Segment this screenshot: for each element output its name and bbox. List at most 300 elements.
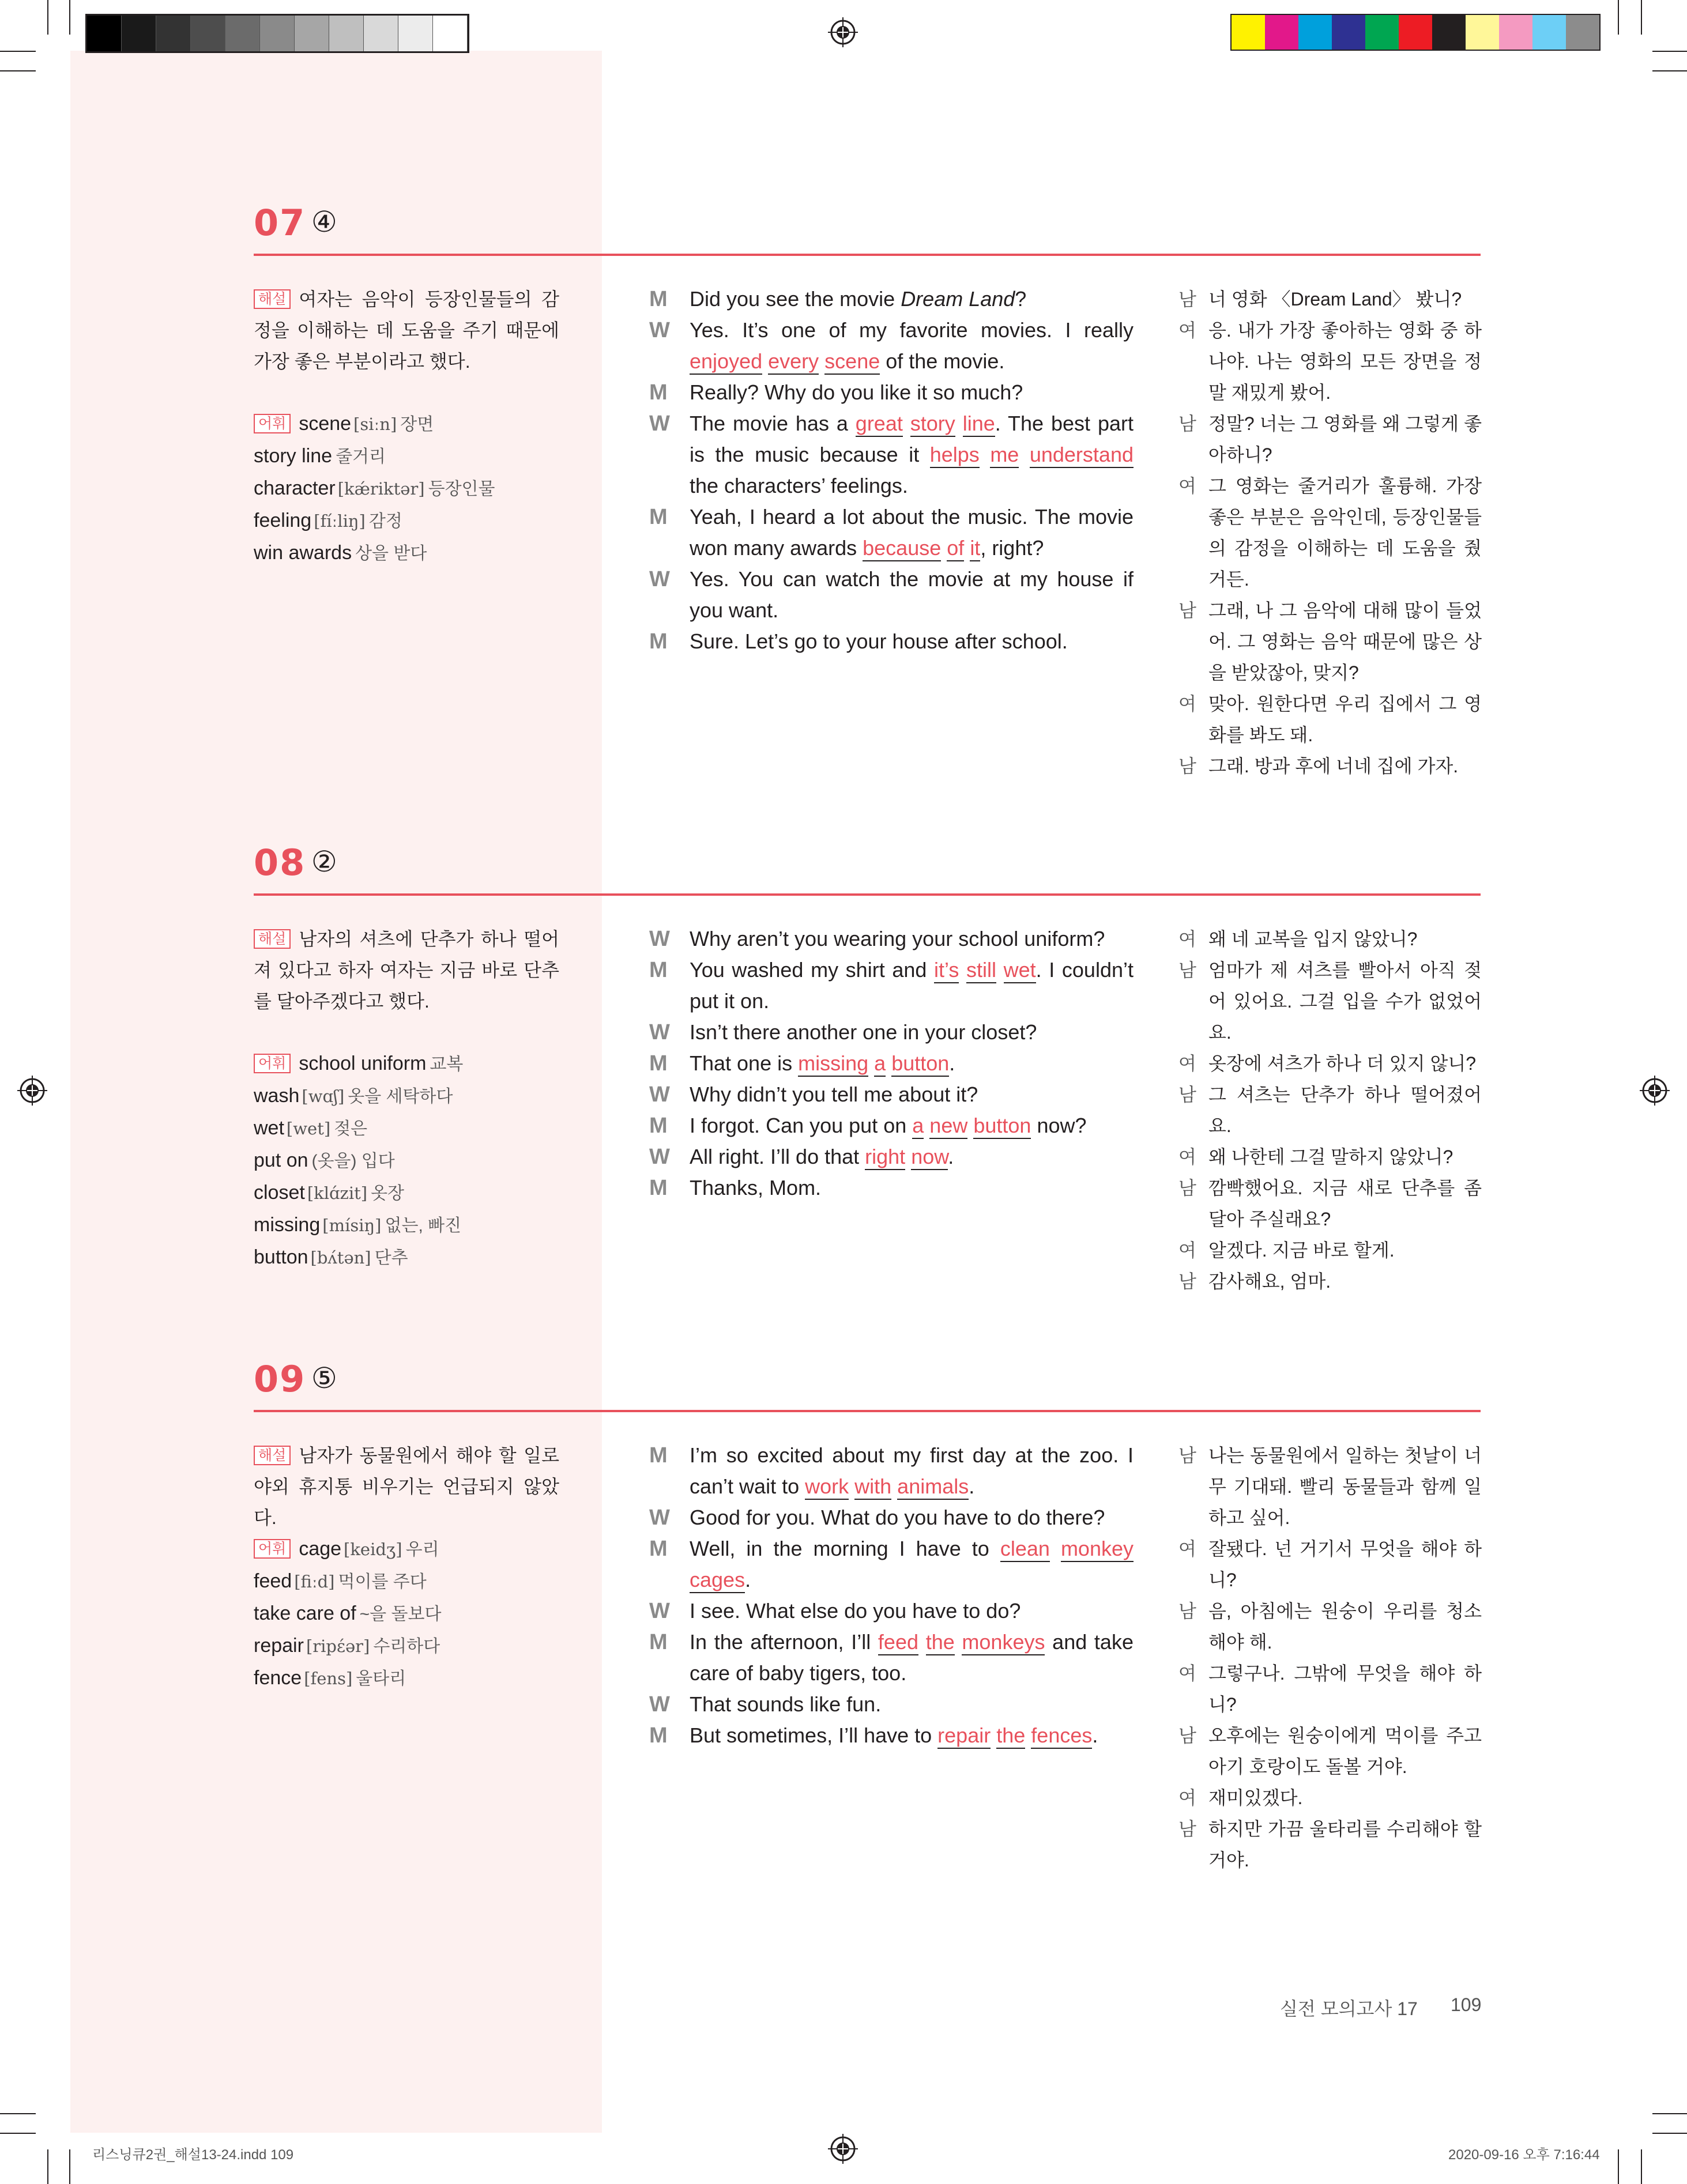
- explanation: [254, 1440, 559, 1533]
- answer-blank: helps: [930, 443, 980, 468]
- explanation: [254, 284, 559, 377]
- registration-mark-icon: [17, 1076, 47, 1106]
- text-run: . The best part is the music because it: [690, 412, 1134, 466]
- vocab-item: [254, 1112, 577, 1145]
- speaker-label: 남: [1178, 960, 1196, 980]
- answer-blank: the: [926, 1630, 955, 1655]
- answer-blank: enjoyed: [690, 349, 762, 375]
- dialogue-text: [690, 1720, 1134, 1751]
- vocab-meaning: 젖은: [334, 1119, 368, 1138]
- translation-text: 감사해요, 엄마.: [1208, 1271, 1331, 1292]
- vocab-meaning: 울타리: [356, 1669, 406, 1688]
- answer-blank: right: [865, 1145, 905, 1170]
- speaker-label: M: [649, 1630, 668, 1654]
- dialogue-line: [649, 1720, 1134, 1751]
- vocab-meaning: 옷장: [371, 1184, 405, 1203]
- vocab-meaning: 우리: [405, 1540, 439, 1559]
- speaker-label: W: [649, 1692, 670, 1717]
- speaker-label: 남: [1178, 1819, 1196, 1839]
- speaker-label: 남: [1178, 413, 1196, 434]
- answer-blank: the: [996, 1723, 1025, 1749]
- translation-line: [1178, 1658, 1482, 1720]
- color-swatch: [1265, 15, 1298, 50]
- vocab-item: [254, 1048, 577, 1080]
- text-run: [996, 958, 1004, 982]
- vocab-item: [254, 1598, 577, 1630]
- test-label: 실전 모의고사 17: [1280, 1998, 1418, 2019]
- crop-mark: [1652, 2133, 1687, 2134]
- speaker-label: 남: [1178, 1445, 1196, 1466]
- registration-mark-icon: [828, 2134, 858, 2164]
- vocab-meaning: ~을 돌보다: [359, 1605, 442, 1624]
- speaker-label: 여: [1178, 693, 1196, 714]
- answer-mark: ②: [311, 845, 337, 878]
- translation-line: [1178, 315, 1482, 408]
- dialogue-text: [690, 1172, 1134, 1204]
- answer-blank: clean: [1000, 1537, 1050, 1562]
- vocab-item: [254, 1145, 577, 1177]
- explanation-text: 남자의 셔츠에 단추가 하나 떨어져 있다고 하자 여자는 지금 바로 단추를 달아주겠다고 했다.: [254, 929, 559, 1012]
- translation-text: 깜빡했어요. 지금 새로 단추를 좀 달아 주실래요?: [1208, 1178, 1482, 1229]
- translation-line: [1178, 284, 1482, 315]
- text-run: [903, 412, 910, 435]
- speaker-label: 여: [1178, 320, 1196, 341]
- vocab-item: [254, 440, 577, 473]
- translation-line: [1178, 1079, 1482, 1141]
- speaker-label: 여: [1178, 1146, 1196, 1167]
- speaker-label: 여: [1178, 1053, 1196, 1074]
- vocab-word: button: [254, 1246, 308, 1268]
- vocab-tag: 어휘: [254, 1539, 291, 1559]
- answer-blank: work: [805, 1474, 849, 1500]
- speaker-label: 여: [1178, 476, 1196, 496]
- translation-text: 응. 내가 가장 좋아하는 영화 중 하나야. 나는 영화의 모든 장면을 정말 재밌게 봤어.: [1208, 320, 1482, 403]
- text-run: [918, 1630, 926, 1654]
- crop-mark: [0, 2133, 36, 2134]
- text-run: But sometimes, I’ll have to: [690, 1723, 938, 1747]
- answer-blank: now: [911, 1145, 948, 1170]
- vocab-meaning: 단추: [374, 1248, 408, 1268]
- translation-text: 엄마가 제 셔츠를 빨아서 아직 젖어 있어요. 그걸 입을 수가 없었어요.: [1208, 960, 1482, 1043]
- registration-mark-icon: [828, 17, 858, 47]
- dialogue-line: [649, 1533, 1134, 1595]
- text-run: [762, 349, 768, 373]
- gray-swatch: [295, 16, 329, 51]
- crop-mark: [1618, 2149, 1619, 2184]
- crop-mark: [47, 0, 48, 35]
- answer-blank: button: [973, 1114, 1031, 1139]
- answer-blank: new: [929, 1114, 967, 1139]
- vocab-word: missing: [254, 1214, 321, 1236]
- vocab-item: [254, 408, 577, 440]
- vocab-item: [254, 1080, 577, 1112]
- translation-text: 음, 아침에는 원숭이 우리를 청소해야 해.: [1208, 1601, 1482, 1653]
- text-run: That one is: [690, 1051, 799, 1075]
- vocab-word: feed: [254, 1570, 292, 1592]
- translation-line: [1178, 1141, 1482, 1172]
- text-run: [941, 536, 947, 560]
- text-run: [955, 412, 963, 435]
- gray-swatch: [433, 16, 468, 51]
- text-run: .: [949, 1051, 955, 1075]
- crop-mark: [69, 2149, 70, 2184]
- vocab-word: scene: [299, 413, 352, 435]
- translation-line: [1178, 1440, 1482, 1533]
- vocab-word: character: [254, 477, 336, 499]
- speaker-label: M: [649, 1176, 668, 1200]
- question-number: 09: [254, 1358, 306, 1400]
- text-run: [819, 349, 824, 373]
- speaker-label: M: [649, 1114, 668, 1138]
- text-run: Sure. Let’s go to your house after school.: [690, 629, 1068, 653]
- vocab-item: [254, 1242, 577, 1274]
- vocab-phonetic: [mísiŋ]: [322, 1216, 382, 1235]
- vocab-item: [254, 505, 577, 537]
- translation-text: 옷장에 셔츠가 하나 더 있지 않니?: [1208, 1053, 1477, 1074]
- dialogue-line: [649, 1141, 1134, 1172]
- korean-translation: [1178, 923, 1482, 1297]
- text-run: .: [745, 1568, 751, 1591]
- answer-mark: ⑤: [311, 1361, 337, 1395]
- vocab-word: wet: [254, 1117, 284, 1139]
- speaker-label: W: [649, 1145, 670, 1169]
- vocab-item: [254, 1662, 577, 1695]
- dialogue-text: [690, 315, 1134, 377]
- vocab-item: [254, 473, 577, 505]
- dialogue-text: [690, 1440, 1134, 1502]
- vocab-phonetic: [fiːd]: [294, 1572, 335, 1591]
- dialogue-line: [649, 923, 1134, 955]
- dialogue-line: [649, 501, 1134, 564]
- speaker-label: W: [649, 567, 670, 591]
- translation-text: 왜 나한테 그걸 말하지 않았니?: [1208, 1146, 1453, 1167]
- color-swatch: [1432, 15, 1466, 50]
- answer-blank: understand: [1030, 443, 1134, 468]
- text-run: [1025, 1723, 1031, 1747]
- vocab-word: repair: [254, 1635, 304, 1657]
- crop-mark: [0, 70, 36, 71]
- speaker-label: 남: [1178, 289, 1196, 310]
- translation-line: [1178, 1266, 1482, 1297]
- crop-mark: [47, 2149, 48, 2184]
- text-run: [849, 1474, 854, 1498]
- vocab-phonetic: [kǽriktər]: [337, 479, 425, 499]
- translation-line: [1178, 408, 1482, 470]
- dialogue-line: [649, 1440, 1134, 1502]
- dialogue-text: [690, 955, 1134, 1017]
- vocab-meaning: 줄거리: [336, 447, 386, 466]
- color-swatch: [1365, 15, 1399, 50]
- text-run: Dream Land: [901, 287, 1015, 311]
- vocab-word: feeling: [254, 510, 312, 531]
- speaker-label: 남: [1178, 756, 1196, 776]
- translation-line: [1178, 1595, 1482, 1658]
- dialogue-text: [690, 1079, 1134, 1110]
- translation-text: 왜 네 교복을 입지 않았니?: [1208, 929, 1418, 949]
- speaker-label: 여: [1178, 1538, 1196, 1559]
- text-run: Well, in the morning I have to: [690, 1537, 1000, 1560]
- translation-text: 맞아. 원한다면 우리 집에서 그 영화를 봐도 돼.: [1208, 693, 1482, 745]
- text-run: Why aren’t you wearing your school uniform?: [690, 927, 1105, 950]
- gray-swatch: [329, 16, 364, 51]
- answer-blank: line: [963, 412, 995, 437]
- gray-swatch: [364, 16, 398, 51]
- vocab-word: cage: [299, 1538, 342, 1560]
- dialogue-text: [690, 1110, 1134, 1141]
- answer-blank: it’s: [934, 958, 959, 983]
- vocab-word: school uniform: [299, 1053, 427, 1074]
- translation-line: [1178, 595, 1482, 688]
- translation-text: 그래. 방과 후에 너네 집에 가자.: [1208, 756, 1459, 776]
- crop-mark: [1641, 0, 1642, 35]
- answer-blank: every: [768, 349, 819, 375]
- text-run: [886, 1051, 891, 1075]
- vocab-word: closet: [254, 1182, 305, 1204]
- gray-swatch: [260, 16, 295, 51]
- translation-line: [1178, 923, 1482, 955]
- vocab-phonetic: [fíːliŋ]: [314, 511, 366, 531]
- answer-blank: fences: [1031, 1723, 1092, 1749]
- vocab-word: story line: [254, 445, 333, 467]
- text-run: Yes. It’s one of my favorite movies. I really: [690, 318, 1134, 342]
- grayscale-calibration-bar: [85, 14, 469, 53]
- translation-line: [1178, 1720, 1482, 1782]
- text-run: [1050, 1537, 1061, 1560]
- answer-blank: animals: [897, 1474, 969, 1500]
- speaker-label: M: [649, 958, 668, 982]
- text-run: [924, 1114, 929, 1137]
- dialogue-text: [690, 501, 1134, 564]
- vocab-meaning: 없는, 빠진: [385, 1216, 462, 1235]
- dialogue-line: [649, 1017, 1134, 1048]
- dialogue-line: [649, 284, 1134, 315]
- answer-blank: scene: [824, 349, 880, 375]
- gray-swatch: [87, 16, 122, 51]
- color-swatch: [1232, 15, 1265, 50]
- color-swatch: [1532, 15, 1566, 50]
- vocab-item: [254, 1630, 577, 1662]
- crop-mark: [1652, 70, 1687, 71]
- translation-line: [1178, 750, 1482, 782]
- answer-blank: story: [910, 412, 955, 437]
- text-run: the characters’ feelings.: [690, 474, 908, 497]
- crop-mark: [1618, 0, 1619, 35]
- answer-blank: monkeys: [962, 1630, 1045, 1655]
- dialogue-line: [649, 315, 1134, 377]
- color-calibration-bar: [1230, 14, 1601, 51]
- vocab-phonetic: [keidʒ]: [344, 1540, 402, 1559]
- section-divider: [254, 893, 1481, 896]
- translation-line: [1178, 1813, 1482, 1876]
- file-slug: 리스닝큐2권_해설13-24.indd 109: [92, 2147, 294, 2163]
- color-swatch: [1466, 15, 1499, 50]
- text-run: [891, 1474, 897, 1498]
- translation-line: [1178, 1172, 1482, 1235]
- answer-blank: a: [912, 1114, 924, 1139]
- translation-line: [1178, 1048, 1482, 1079]
- answer-blank: a: [874, 1051, 886, 1077]
- vocab-item: [254, 1533, 577, 1566]
- text-run: [868, 1051, 874, 1075]
- question-number: 08: [254, 842, 306, 884]
- dialogue-text: [690, 284, 1134, 315]
- dialogue-line: [649, 564, 1134, 626]
- korean-translation: [1178, 1440, 1482, 1876]
- speaker-label: M: [649, 380, 668, 405]
- text-run: In the afternoon, I’ll: [690, 1630, 878, 1654]
- text-run: Yes. You can watch the movie at my house if you want.: [690, 567, 1134, 622]
- text-run: Why didn’t you tell me about it?: [690, 1082, 978, 1106]
- text-run: , right?: [980, 536, 1044, 560]
- translation-line: [1178, 1782, 1482, 1813]
- vocabulary-list: [254, 1048, 577, 1274]
- answer-blank: repair: [937, 1723, 991, 1749]
- text-run: [959, 958, 966, 982]
- translation-text: 오후에는 원숭이에게 먹이를 주고 아기 호랑이도 돌볼 거야.: [1208, 1725, 1482, 1777]
- answer-blank: it: [970, 536, 980, 561]
- speaker-label: M: [649, 1723, 668, 1748]
- text-run: You washed my shirt and: [690, 958, 935, 982]
- speaker-label: W: [649, 927, 670, 951]
- text-run: [955, 1630, 962, 1654]
- dialogue-line: [649, 408, 1134, 501]
- crop-mark: [1641, 2149, 1642, 2184]
- vocab-item: [254, 1566, 577, 1598]
- gray-swatch: [191, 16, 225, 51]
- vocab-word: put on: [254, 1149, 308, 1171]
- speaker-label: 남: [1178, 1725, 1196, 1746]
- crop-mark: [1652, 2113, 1687, 2114]
- speaker-label: M: [649, 505, 668, 529]
- answer-blank: cages: [690, 1568, 745, 1593]
- section-divider: [254, 254, 1481, 256]
- translation-text: 하지만 가끔 울타리를 수리해야 할 거야.: [1208, 1819, 1482, 1870]
- text-run: That sounds like fun.: [690, 1692, 882, 1716]
- text-run: I see. What else do you have to do?: [690, 1599, 1021, 1623]
- dialogue-text: [690, 626, 1134, 657]
- explanation-text: 남자가 동물원에서 해야 할 일로 야외 휴지통 비우기는 언급되지 않았다.: [254, 1445, 559, 1528]
- question-number: 07: [254, 202, 306, 244]
- vocab-phonetic: [ripέər]: [306, 1636, 370, 1656]
- translation-line: [1178, 1235, 1482, 1266]
- korean-translation: [1178, 284, 1482, 782]
- translation-text: 그렇구나. 그밖에 무엇을 해야 하니?: [1208, 1663, 1482, 1715]
- vocab-meaning: 먹이를 주다: [338, 1572, 427, 1591]
- dialogue-text: [690, 1502, 1134, 1533]
- gray-swatch: [122, 16, 156, 51]
- text-run: The movie has a: [690, 412, 856, 435]
- text-run: All right. I’ll do that: [690, 1145, 865, 1168]
- vocab-item: [254, 1177, 577, 1209]
- translation-text: 그래, 나 그 음악에 대해 많이 들었어. 그 영화는 음악 때문에 많은 상을 받았잖아, 맞지?: [1208, 600, 1482, 683]
- dialogue-text: [690, 1627, 1134, 1689]
- answer-blank: great: [856, 412, 903, 437]
- color-swatch: [1298, 15, 1332, 50]
- dialogue: [649, 1440, 1134, 1751]
- text-run: and take care of baby tigers, too.: [690, 1630, 1134, 1685]
- dialogue: [649, 923, 1134, 1204]
- translation-text: 정말? 너는 그 영화를 왜 그렇게 좋아하니?: [1208, 413, 1482, 465]
- text-run: now?: [1031, 1114, 1087, 1137]
- vocab-phonetic: [klɑ́zit]: [307, 1183, 368, 1203]
- answer-blank: of: [947, 536, 964, 561]
- crop-mark: [0, 51, 36, 52]
- speaker-label: W: [649, 1020, 670, 1044]
- dialogue-line: [649, 1502, 1134, 1533]
- answer-blank: monkey: [1061, 1537, 1134, 1562]
- dialogue-line: [649, 955, 1134, 1017]
- dialogue-text: [690, 564, 1134, 626]
- gray-swatch: [225, 16, 260, 51]
- vocab-meaning: 장면: [400, 415, 434, 434]
- translation-text: 알겠다. 지금 바로 할게.: [1208, 1240, 1395, 1261]
- answer-blank: wet: [1004, 958, 1036, 983]
- dialogue: [649, 284, 1134, 657]
- translation-text: 나는 동물원에서 일하는 첫날이 너무 기대돼. 빨리 동물들과 함께 일하고 싶어.: [1208, 1445, 1482, 1528]
- vocab-meaning: 옷을 세탁하다: [348, 1087, 453, 1106]
- text-run: I forgot. Can you put on: [690, 1114, 913, 1137]
- vocab-phonetic: [wɑʃ]: [302, 1087, 345, 1106]
- speaker-label: W: [649, 1506, 670, 1530]
- speaker-label: 남: [1178, 1601, 1196, 1621]
- speaker-label: M: [649, 1537, 668, 1561]
- dialogue-text: [690, 377, 1134, 408]
- answer-blank: because: [863, 536, 941, 561]
- translation-line: [1178, 688, 1482, 750]
- speaker-label: 남: [1178, 1178, 1196, 1198]
- dialogue-line: [649, 1627, 1134, 1689]
- vocab-item: [254, 537, 577, 569]
- text-run: of the movie.: [880, 349, 1005, 373]
- crop-mark: [1652, 51, 1687, 52]
- dialogue-text: [690, 1141, 1134, 1172]
- gray-swatch: [398, 16, 433, 51]
- speaker-label: 여: [1178, 1663, 1196, 1684]
- dialogue-line: [649, 377, 1134, 408]
- section-divider: [254, 1410, 1481, 1412]
- dialogue-text: [690, 923, 1134, 955]
- vocab-tag: 어휘: [254, 414, 291, 433]
- translation-text: 잘됐다. 넌 거기서 무엇을 해야 하니?: [1208, 1538, 1482, 1590]
- text-run: [967, 1114, 973, 1137]
- text-run: Isn’t there another one in your closet?: [690, 1020, 1037, 1044]
- dialogue-line: [649, 1689, 1134, 1720]
- color-swatch: [1332, 15, 1365, 50]
- translation-line: [1178, 470, 1482, 595]
- vocab-meaning: 등장인물: [428, 480, 495, 499]
- text-run: Good for you. What do you have to do there?: [690, 1506, 1105, 1529]
- dialogue-text: [690, 1533, 1134, 1595]
- text-run: [980, 443, 991, 466]
- color-swatch: [1499, 15, 1532, 50]
- vocabulary-list: [254, 408, 577, 569]
- text-run: [964, 536, 970, 560]
- dialogue-line: [649, 1172, 1134, 1204]
- speaker-label: W: [649, 318, 670, 342]
- speaker-label: M: [649, 1051, 668, 1076]
- answer-blank: button: [891, 1051, 949, 1077]
- vocabulary-list: [254, 1533, 577, 1695]
- text-run: [905, 1145, 911, 1168]
- answer-blank: with: [854, 1474, 891, 1500]
- answer-blank: missing: [798, 1051, 868, 1077]
- speaker-label: 여: [1178, 1240, 1196, 1261]
- speaker-label: W: [649, 1082, 670, 1107]
- vocab-phonetic: [bʌ́tən]: [310, 1248, 371, 1268]
- dialogue-line: [649, 1079, 1134, 1110]
- speaker-label: 여: [1178, 929, 1196, 949]
- translation-text: 재미있겠다.: [1208, 1787, 1303, 1808]
